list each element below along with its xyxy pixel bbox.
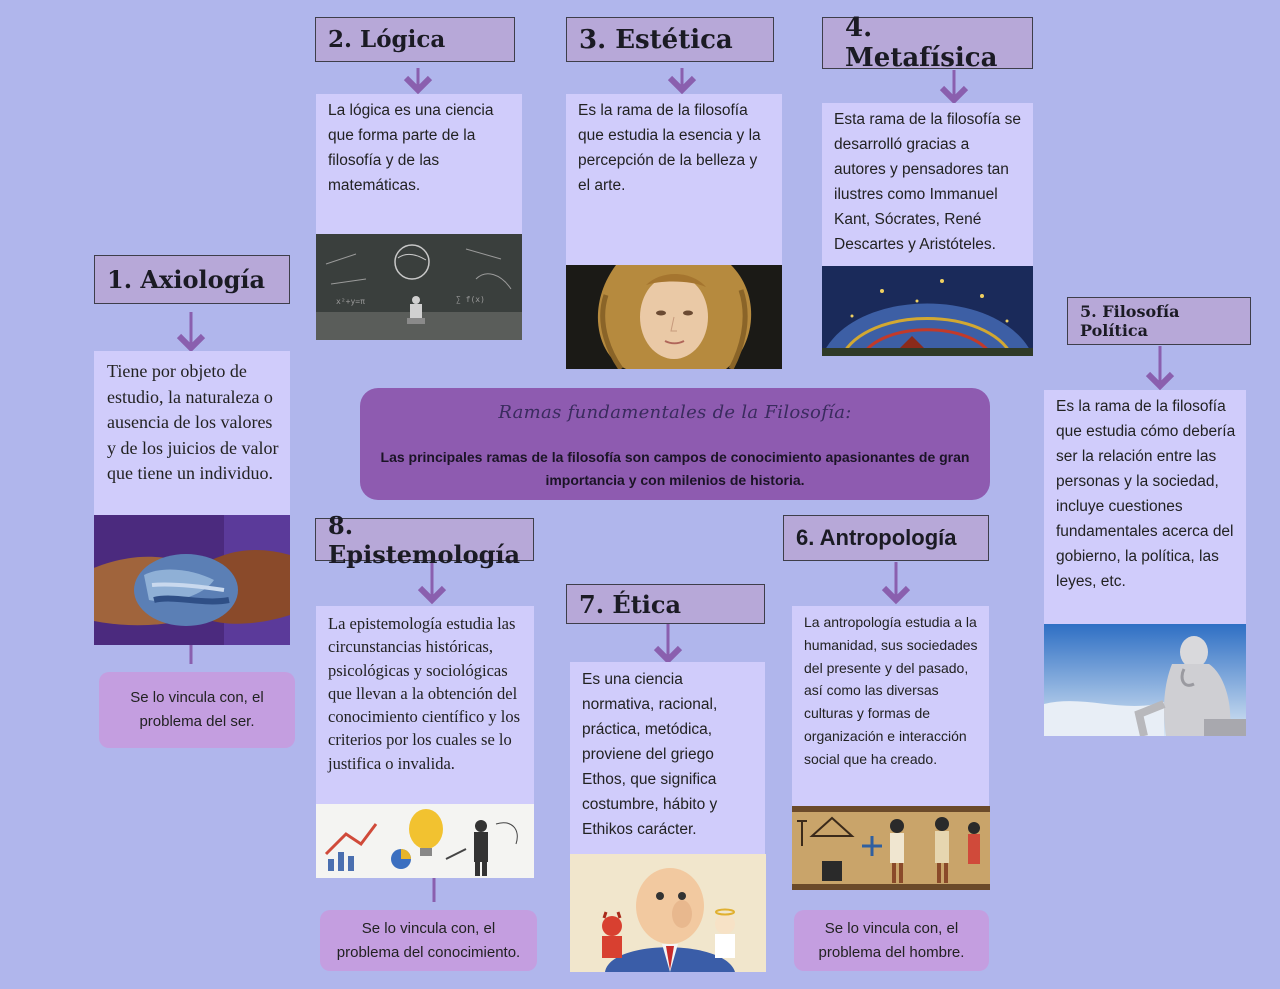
venus-portrait-image (566, 265, 782, 369)
etica-description: Es una ciencia normativa, racional, práctica, metódica, proviene del griego Ethos, que significa costumbre, hábito y Ethikos carácter. (570, 662, 765, 854)
svg-text:∑ f(x): ∑ f(x) (456, 295, 485, 304)
axiologia-title: 1. Axiología (94, 255, 290, 304)
svg-text:x²+y=π: x²+y=π (336, 297, 365, 306)
politica-description: Es la rama de la filosofía que estudia cómo debería ser la relación entre las personas y la sociedad, incluye cuestiones fundamentales acerca del gobierno, la política, las leyes, etc. (1044, 390, 1246, 624)
flammarion-engraving-image (822, 266, 1033, 356)
angel-devil-cartoon-image (570, 854, 766, 972)
estetica-title: 3. Estética (566, 17, 774, 62)
central-topic-title: Ramas fundamentales de la Filosofía: (498, 402, 852, 423)
axiologia-description: Tiene por objeto de estudio, la naturaleza o ausencia de los valores y de los juicios de valor que tiene un individuo. (94, 351, 290, 515)
epistemologia-title: 8. Epistemología (315, 518, 534, 561)
logica-title: 2. Lógica (315, 17, 515, 62)
politica-title: 5. Filosofía Política (1067, 297, 1251, 345)
antropologia-title: 6. Antropología (783, 515, 989, 561)
antropologia-relation: Se lo vincula con, el problema del hombre. (794, 910, 989, 971)
knowledge-doodles-image (316, 804, 534, 878)
thinker-statue-image (1044, 624, 1246, 736)
antropologia-description: La antropología estudia a la humanidad, sus sociedades del presente y del pasado, así como las diversas culturas y formas de organización e interacción social que ha creado. (792, 606, 989, 806)
axiologia-relation: Se lo vincula con, el problema del ser. (99, 672, 295, 748)
epistemologia-relation: Se lo vincula con, el problema del conocimiento. (320, 910, 537, 971)
epistemologia-description: La epistemología estudia las circunstancias históricas, psicológicas y sociológicas que llevan a la obtención del conocimiento científico y los criterios por los cuales se lo justifica o invalida. (316, 606, 534, 804)
central-topic-text: Las principales ramas de la filosofía son campos de conocimiento apasionantes de gran importancia y con milenios de historia. (380, 449, 970, 488)
central-topic-box (360, 388, 990, 500)
hands-globe-image (94, 515, 290, 645)
logica-description: La lógica es una ciencia que forma parte de la filosofía y de las matemáticas. (316, 94, 522, 234)
chalkboard-thinker-image (316, 234, 522, 340)
estetica-description: Es la rama de la filosofía que estudia la esencia y la percepción de la belleza y el arte. (566, 94, 782, 265)
egyptian-mural-image (792, 806, 990, 890)
metafisica-description: Esta rama de la filosofía se desarrolló gracias a autores y pensadores tan ilustres como Immanuel Kant, Sócrates, René Descartes y Aristóteles. (822, 103, 1033, 266)
etica-title: 7. Ética (566, 584, 765, 624)
metafisica-title: 4. Metafísica (822, 17, 1033, 69)
